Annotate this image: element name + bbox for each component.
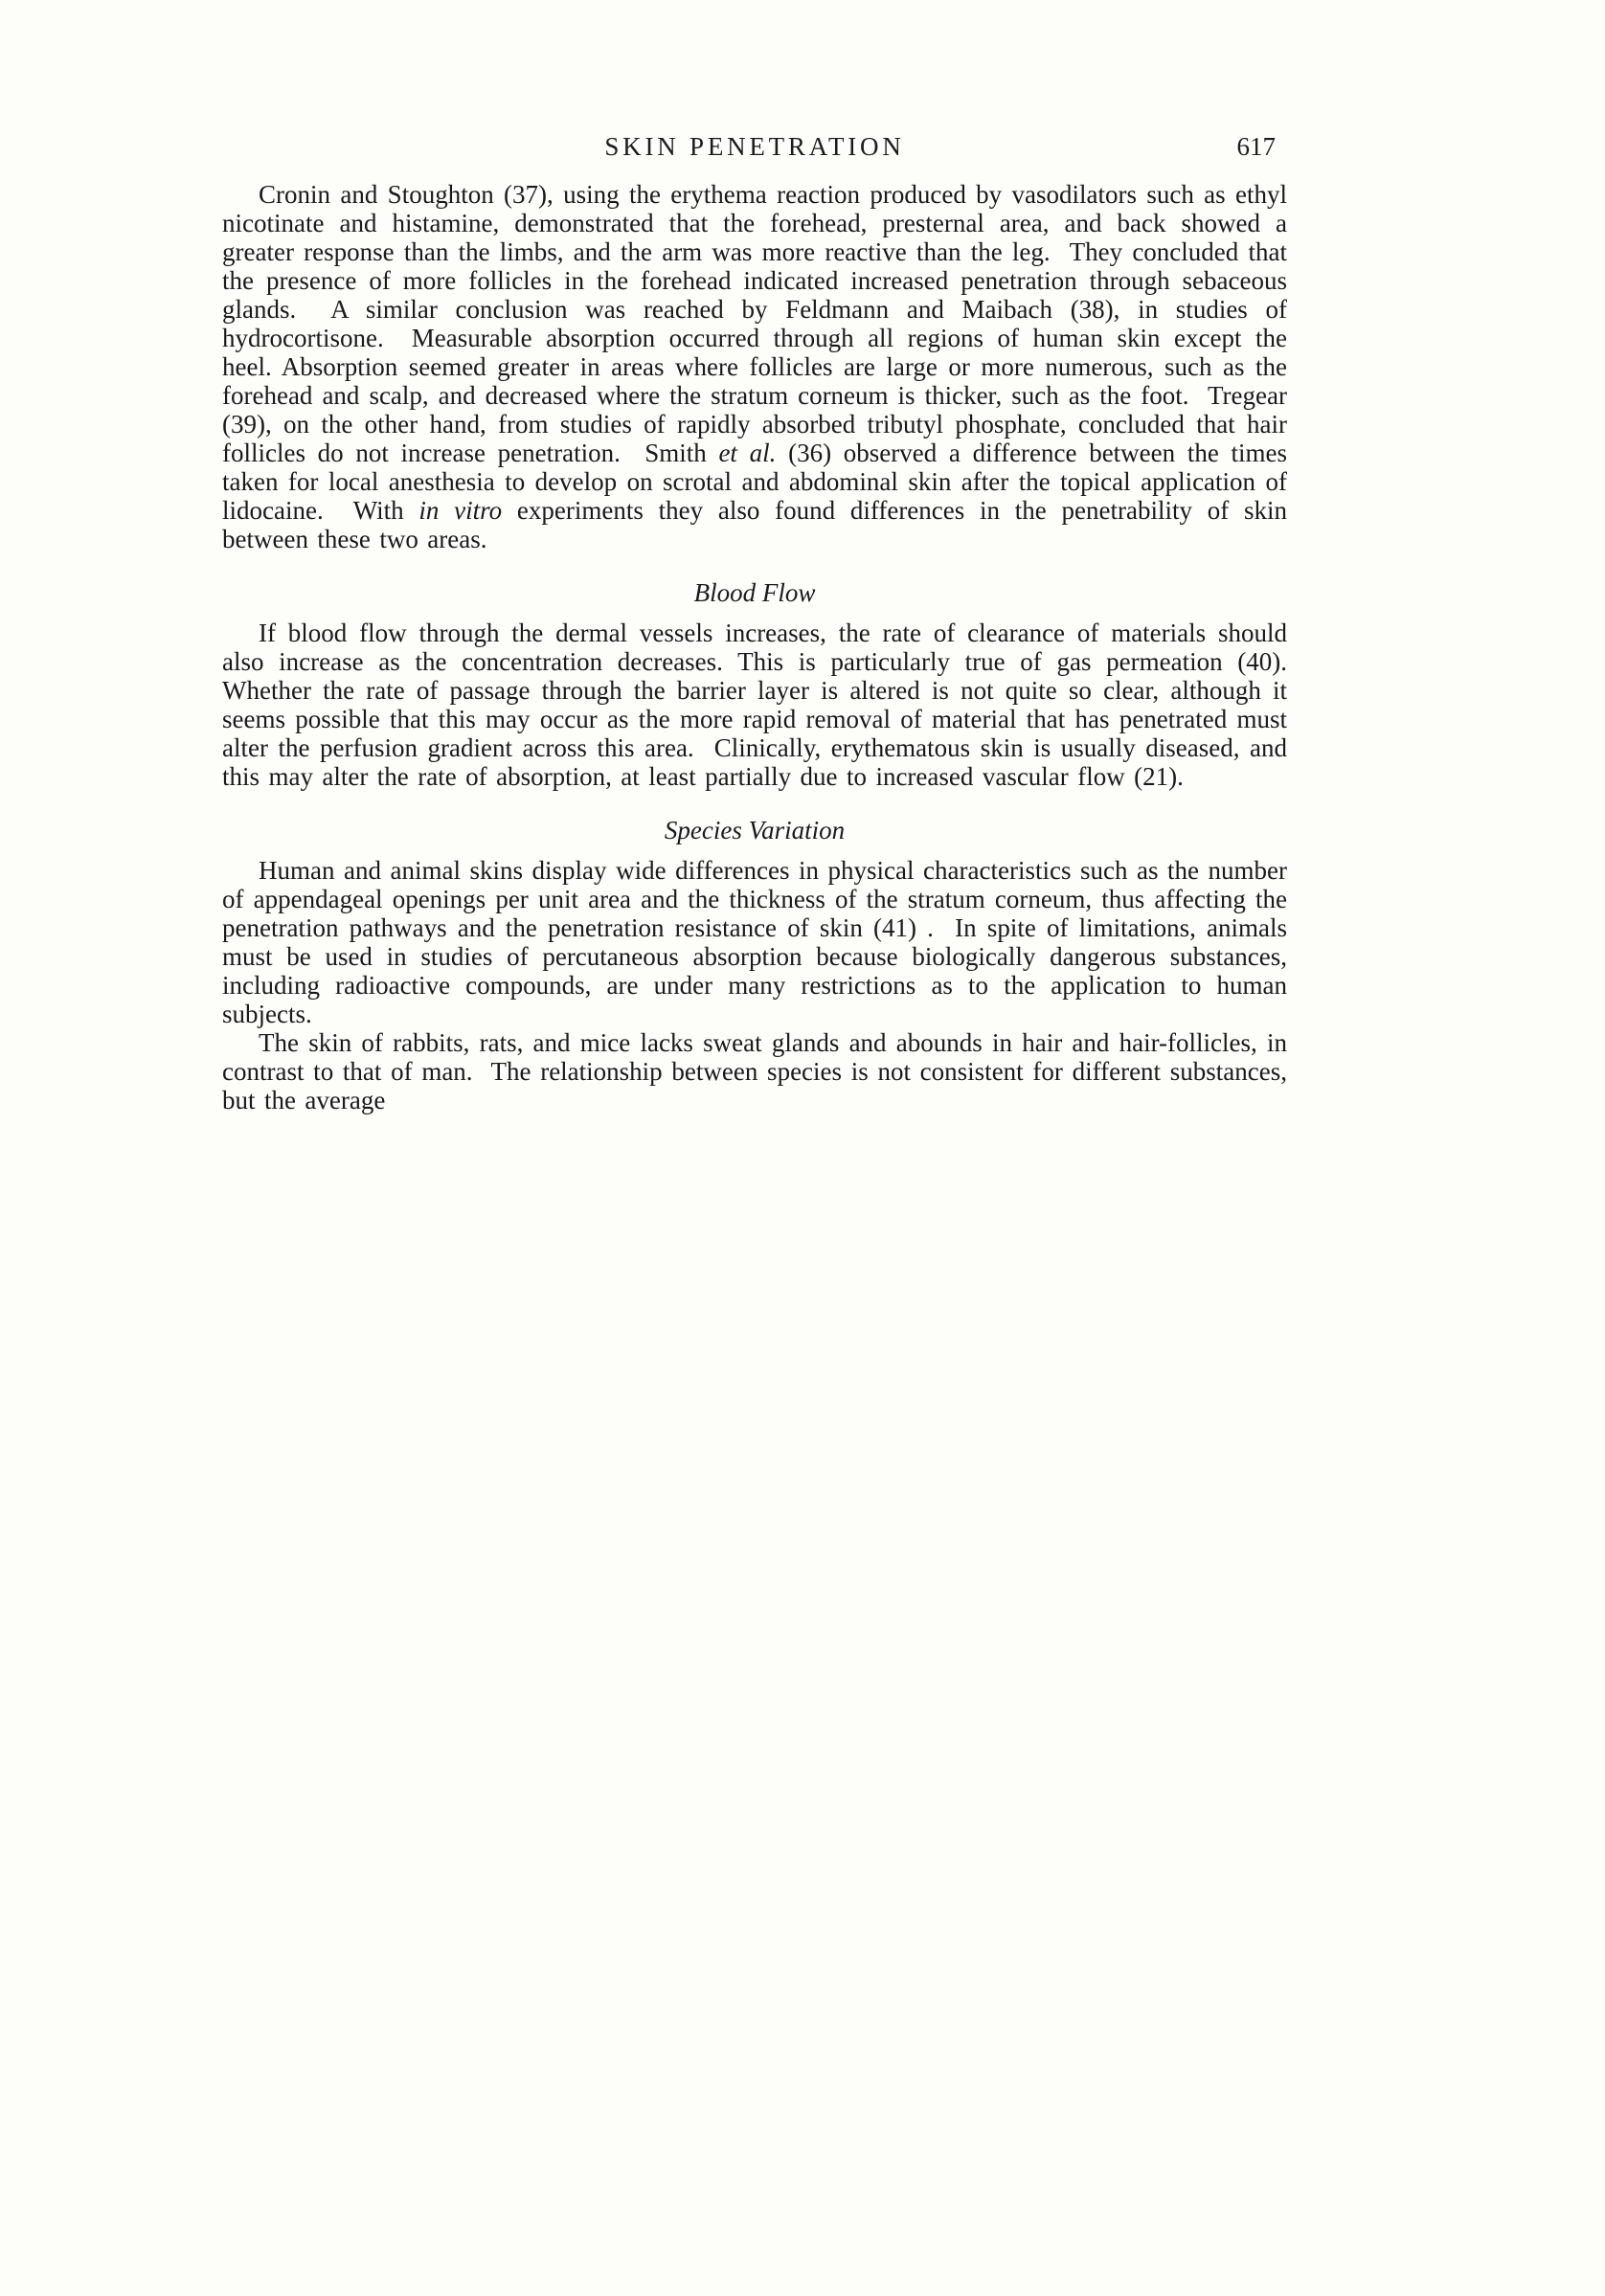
page-number: 617 (1236, 132, 1276, 161)
italic-in-vitro: in vitro (418, 496, 503, 525)
text-block (222, 180, 1305, 1114)
paragraph-intro-text-2: (36) observed a difference between the times taken for local anesthesia to develop on scrotal and abdominal skin after the topical application of lidocaine. With (222, 439, 1297, 525)
paragraph-species-variation-1: Human and animal skins display wide differences in physical characteristics such as the number of appendageal openings per unit area and the thickness of the stratum corneum, thus affecting the penetration pathways and the penetration resistance of skin (41) . In spite of limitations, animals must be used in studies of percutaneous absorption because biologically dangerous substances, including radioactive compounds, are under many restrictions as to the application to human subjects. (222, 856, 1297, 1028)
paragraph-intro (222, 180, 1297, 553)
section-heading-blood-flow: Blood Flow (693, 578, 816, 607)
page-header (222, 132, 1287, 165)
paragraph-blood-flow: If blood flow through the dermal vessels increases, the rate of clearance of materials should also increase as the concentration decreases. This is particularly true of gas permeation (40). Whether the rate of passage through the barrier layer is altered is not quite so clear, although it seems possible that this may occur as the more rapid removal of material that has penetrated must alter the perfusion gradient across this area. Clinically, erythematous skin is usually diseased, and this may alter the rate of absorption, at least partially due to increased vascular flow (21). (222, 619, 1305, 791)
paragraph-species-variation-2: The skin of rabbits, rats, and mice lacks sweat glands and abounds in hair and hair-follicles, in contrast to that of man. The relationship between species is not consistent for different substances, but the average (222, 1028, 1297, 1114)
paragraph-intro-text-3: experiments they also found differences in the penetrability of skin between these two areas. (222, 496, 1297, 553)
italic-et-al: et al. (718, 439, 777, 467)
paragraph-intro-text-1: Cronin and Stoughton (37), using the erythema reaction produced by vasodilators such as ethyl nicotinate and histamine, demonstrated that the forehead, presternal area, and back showed a greater response than the limbs, and the arm was more reactive than the leg. They concluded that the presence of more follicles in the forehead indicated increased penetration through sebaceous glands. A similar conclusion was reached by Feldmann and Maibach (38), in studies of hydrocortisone. Measurable absorption occurred through all regions of human skin except the heel. Absorption seemed greater in areas where follicles are large or more numerous, such as the forehead and scalp, and decreased where the stratum corneum is thicker, such as the foot. Tregear (39), on the other hand, from studies of rapidly absorbed tributyl phosphate, concluded that hair follicles do not increase penetration. Smith (222, 180, 1297, 467)
running-title: SKIN PENETRATION (604, 132, 905, 161)
section-heading-species-variation: Species Variation (664, 816, 846, 844)
